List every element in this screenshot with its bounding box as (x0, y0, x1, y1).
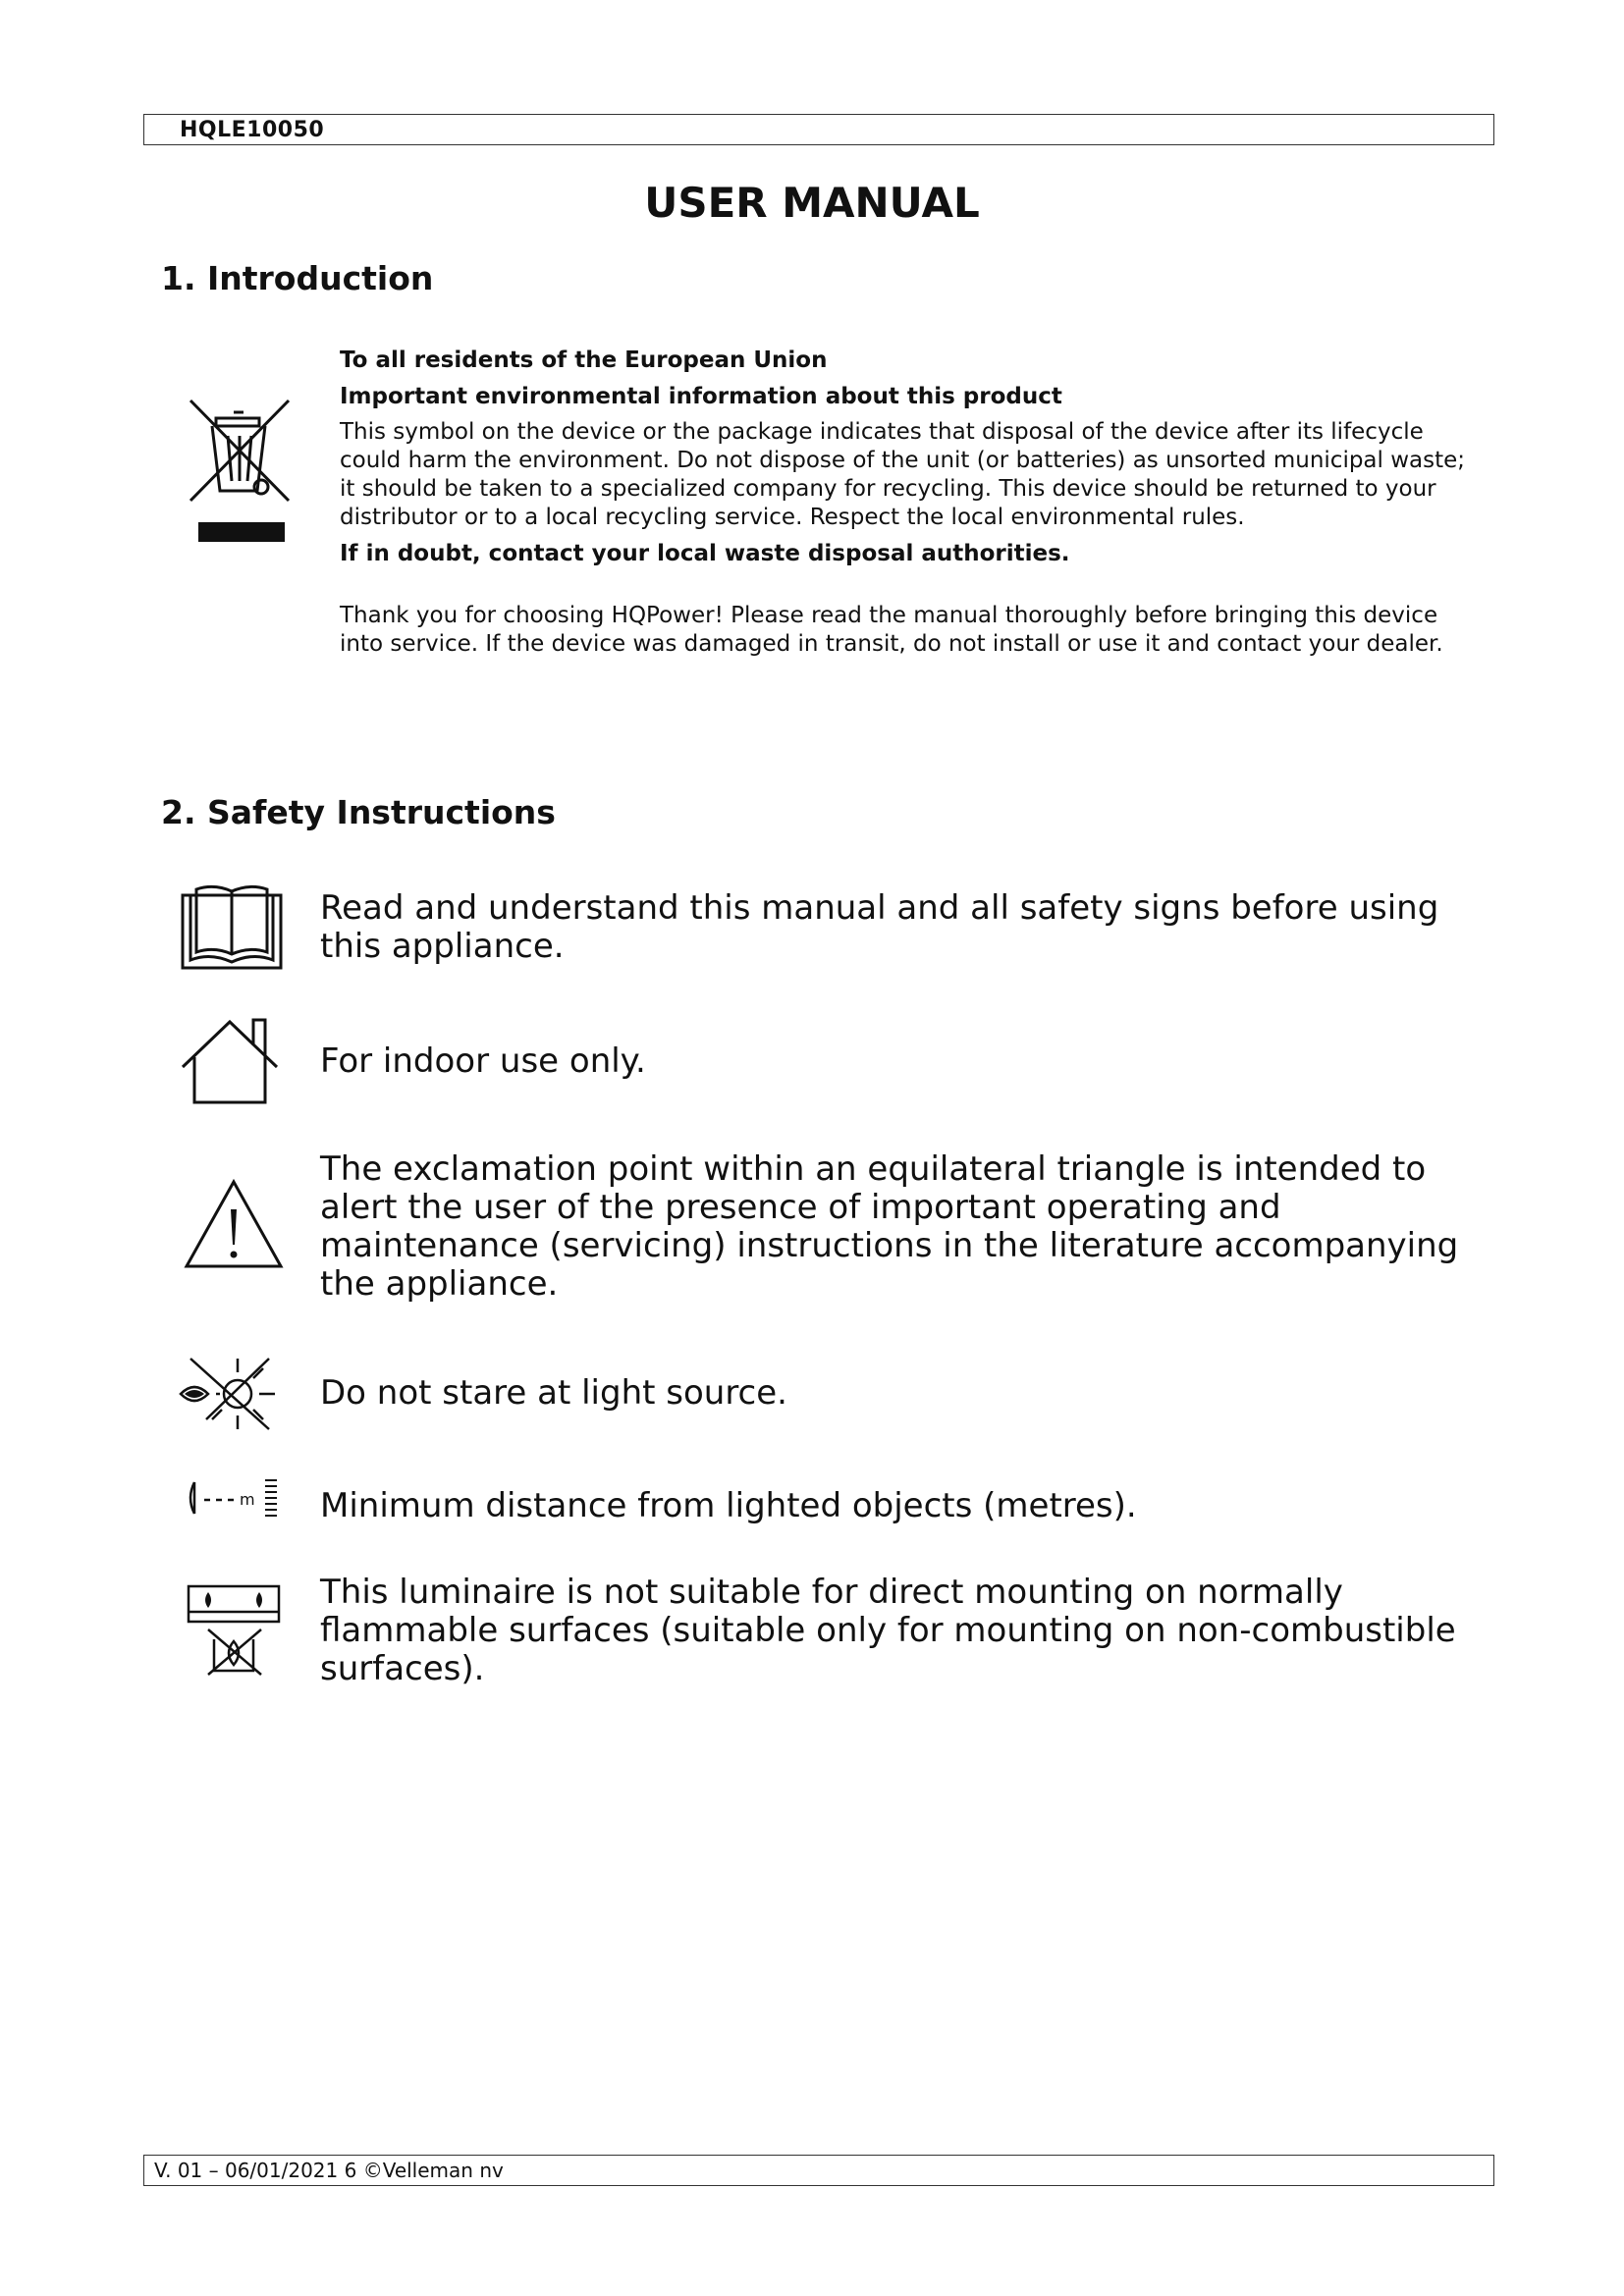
env-info-heading: Important environmental information about this product (340, 384, 1062, 409)
no-stare-light-icon (177, 1351, 283, 1435)
intro-text-block (340, 347, 1469, 659)
min-distance-icon (183, 1476, 285, 1520)
disposal-doubt-note: If in doubt, contact your local waste disposal authorities. (340, 541, 1070, 566)
env-info-body: This symbol on the device or the package indicates that disposal of the device after its lifecycle could harm the environment. Do not dispose of the unit (or batteries) as unsorted municipal waste; it should be taken to a specialized company for recycling. This device should be returned to your distributor or to a local recycling service. Respect the local environmental rules. (340, 419, 1466, 530)
house-icon (179, 1016, 281, 1106)
section-heading-introduction: 1. Introduction (161, 259, 434, 297)
footer-version: V. 01 – 06/01/2021 6 ©Velleman nv (154, 2159, 504, 2182)
non-combustible-surface-icon (185, 1582, 283, 1677)
header-bar (143, 114, 1494, 145)
safety-item-no-stare: Do not stare at light source. (320, 1373, 787, 1413)
page-title: USER MANUAL (644, 179, 980, 227)
safety-item-min-distance: Minimum distance from lighted objects (metres). (320, 1486, 1137, 1525)
book-icon (179, 883, 285, 972)
eu-residents-heading: To all residents of the European Union (340, 347, 828, 373)
model-code: HQLE10050 (180, 118, 325, 142)
section-heading-safety: 2. Safety Instructions (161, 793, 556, 831)
safety-item-indoor-use: For indoor use only. (320, 1041, 646, 1081)
safety-item-flammable-surface: This luminaire is not suitable for direct mounting on normally flammable surfaces (suitable only for mounting on non-combustible surfaces). (320, 1573, 1456, 1688)
thank-you-text: Thank you for choosing HQPower! Please read the manual thoroughly before bringing this device into service. If the device was damaged in transit, do not install or use it and contact your dealer. (340, 603, 1443, 657)
safety-item-read-manual: Read and understand this manual and all safety signs before using this appliance. (320, 888, 1439, 966)
warning-triangle-icon (183, 1178, 285, 1270)
safety-item-warning-triangle: The exclamation point within an equilateral triangle is intended to alert the user of the presence of important operating and maintenance (servicing) instructions in the literature accompanying the appliance. (320, 1149, 1459, 1304)
crossed-bin-icon (183, 397, 300, 546)
svg-text:m: m (240, 1490, 255, 1509)
footer-bar (143, 2155, 1494, 2186)
